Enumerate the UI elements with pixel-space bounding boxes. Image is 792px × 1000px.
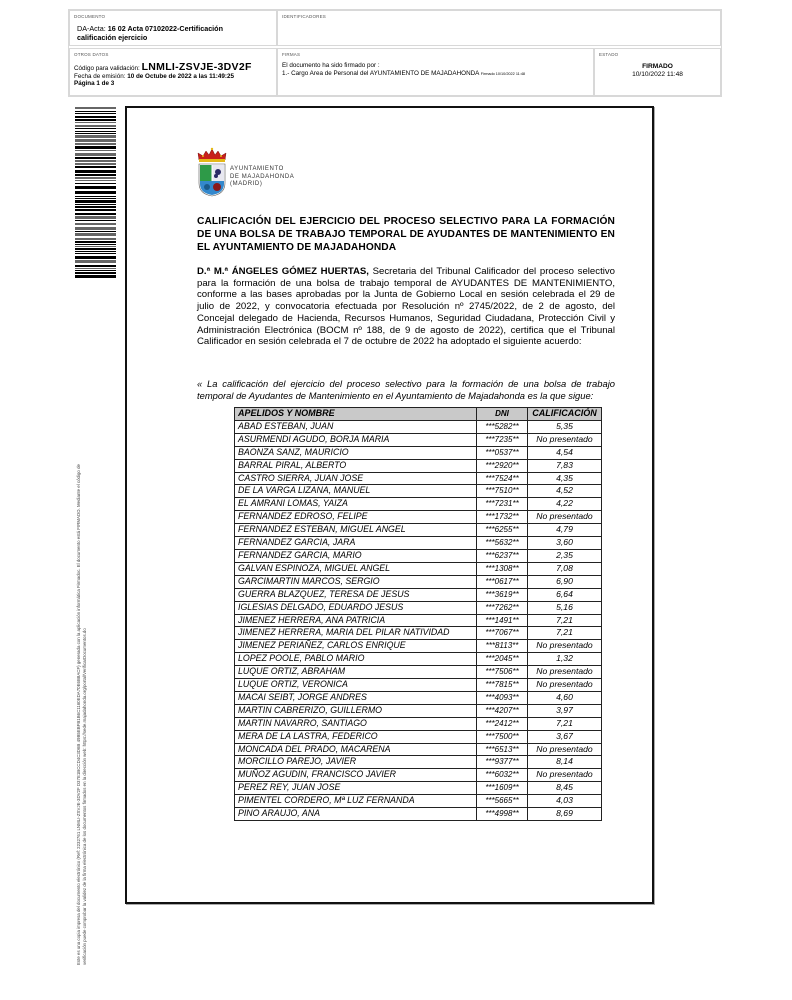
candidate-dni: ***4207** xyxy=(477,704,528,717)
candidate-score: 7,21 xyxy=(528,627,602,640)
candidate-score: 6,90 xyxy=(528,575,602,588)
barcode-bar xyxy=(75,180,116,181)
barcode-bar xyxy=(75,200,116,203)
identificadores-label: IDENTIFICADORES xyxy=(282,14,327,19)
table-row xyxy=(235,691,602,704)
barcode-bar xyxy=(75,107,116,109)
table-row xyxy=(235,511,602,524)
side-text-line2: verificación puede comprobar la validez de la firma electrónica de los documentos firmados en la dirección web: https://sede.majadahonda.org/portal/VerificarDocumentos.do xyxy=(81,628,87,965)
candidate-score: 4,54 xyxy=(528,446,602,459)
candidate-name: LUQUE ORTIZ, ABRAHAM xyxy=(235,666,477,679)
candidate-score: 3,67 xyxy=(528,730,602,743)
candidate-dni: ***7524** xyxy=(477,472,528,485)
documento-cell xyxy=(69,10,277,46)
table-row xyxy=(235,743,602,756)
barcode-bar xyxy=(75,265,116,267)
candidate-name: PINO ARAUJO, ANA xyxy=(235,808,477,821)
barcode-bar xyxy=(75,206,116,208)
barcode-bar xyxy=(75,150,116,151)
candidate-score: No presentado xyxy=(528,769,602,782)
barcode-bar xyxy=(75,166,116,168)
firmas-line1: El documento ha sido firmado por : xyxy=(282,62,380,69)
candidate-score: 4,60 xyxy=(528,691,602,704)
candidate-name: MORCILLO PAREJO, JAVIER xyxy=(235,756,477,769)
candidate-dni: ***0537** xyxy=(477,446,528,459)
side-text-line1: Este es una copia impresa del documento electrónico (Ref: 2232761 LNMLI-ZSVJE-3DV2F D37E1BCCD4C3D6B 49B5EBFB1B6C1160EDA70E6B8ACF) generada con la aplicación informática Firmadoc. El documento está FIRMADO. Mediante el código de xyxy=(76,464,81,965)
identificadores-cell xyxy=(277,10,721,46)
barcode-bar xyxy=(75,272,116,274)
barcode-bar xyxy=(75,111,116,112)
table-row xyxy=(235,485,602,498)
candidate-name: LUQUE ORTIZ, VERONICA xyxy=(235,679,477,692)
candidate-name: JIMENEZ HERRERA, ANA PATRICIA xyxy=(235,614,477,627)
candidate-name: IGLESIAS DELGADO, EDUARDO JESUS xyxy=(235,601,477,614)
candidate-score: 8,69 xyxy=(528,808,602,821)
candidate-dni: ***7235** xyxy=(477,433,528,446)
results-table xyxy=(234,407,602,821)
documento-label: DOCUMENTO xyxy=(74,14,106,19)
candidate-dni: ***7262** xyxy=(477,601,528,614)
signer-name: D.ª M.ª ÁNGELES GÓMEZ HUERTAS, xyxy=(197,266,369,277)
candidate-dni: ***8113** xyxy=(477,640,528,653)
coat-of-arms-logo-icon xyxy=(195,147,229,197)
barcode-bar xyxy=(75,125,116,127)
candidate-dni: ***7500** xyxy=(477,730,528,743)
table-row xyxy=(235,782,602,795)
candidate-name: GALVAN ESPINOZA, MIGUEL ANGEL xyxy=(235,562,477,575)
candidate-dni: ***6255** xyxy=(477,524,528,537)
table-row xyxy=(235,614,602,627)
barcode-bar xyxy=(75,213,116,215)
table-row xyxy=(235,524,602,537)
barcode-bar xyxy=(75,183,116,184)
candidate-score: 1,32 xyxy=(528,653,602,666)
candidate-score: No presentado xyxy=(528,433,602,446)
candidate-dni: ***4998** xyxy=(477,808,528,821)
barcode-bar xyxy=(75,170,116,173)
barcode xyxy=(75,107,116,279)
validation-code[interactable]: LNMLI-ZSVJE-3DV2F xyxy=(141,61,252,73)
candidate-name: ABAD ESTEBAN, JUAN xyxy=(235,420,477,433)
candidate-score: 2,35 xyxy=(528,549,602,562)
barcode-bar xyxy=(75,270,116,271)
barcode-bar xyxy=(75,268,116,269)
candidate-score: 7,08 xyxy=(528,562,602,575)
logo-line3: (MADRID) xyxy=(230,181,263,187)
candidate-dni: ***6237** xyxy=(477,549,528,562)
barcode-bar xyxy=(75,223,116,225)
table-row xyxy=(235,601,602,614)
table-row xyxy=(235,588,602,601)
document-title: CALIFICACIÓN DEL EJERCICIO DEL PROCESO SELECTIVO PARA LA FORMACIÓN DE UNA BOLSA DE TRABAJO TEMPORAL DE AYUDANTES DE MANTENIMIENTO EN EL AYUNTAMIENTO DE MAJADAHONDA xyxy=(197,216,615,253)
table-row xyxy=(235,498,602,511)
table-row xyxy=(235,627,602,640)
candidate-dni: ***0617** xyxy=(477,575,528,588)
barcode-bar xyxy=(75,209,116,211)
candidate-dni: ***6513** xyxy=(477,743,528,756)
firmas-label: FIRMAS xyxy=(282,52,301,57)
candidate-name: CASTRO SIERRA, JUAN JOSE xyxy=(235,472,477,485)
certification-paragraph xyxy=(197,266,615,348)
table-row xyxy=(235,795,602,808)
candidate-score: 4,79 xyxy=(528,524,602,537)
candidate-score: No presentado xyxy=(528,511,602,524)
estado-label: ESTADO xyxy=(599,52,619,57)
barcode-bar xyxy=(75,253,116,254)
candidate-name: EL AMRANI LOMAS, YAIZA xyxy=(235,498,477,511)
candidate-name: MONCADA DEL PRADO, MACARENA xyxy=(235,743,477,756)
candidate-dni: ***7510** xyxy=(477,485,528,498)
candidate-name: LOPEZ POOLE, PABLO MARIO xyxy=(235,653,477,666)
barcode-bar xyxy=(75,143,116,145)
documento-title-line1: 16 02 Acta 07102022-Certificación xyxy=(107,24,223,33)
candidate-score: 5,35 xyxy=(528,420,602,433)
candidate-name: MERA DE LA LASTRA, FEDERICO xyxy=(235,730,477,743)
candidate-dni: ***7506** xyxy=(477,666,528,679)
barcode-bar xyxy=(75,233,116,236)
candidate-name: BAONZA SANZ, MAURICIO xyxy=(235,446,477,459)
candidate-name: MARTIN NAVARRO, SANTIAGO xyxy=(235,717,477,730)
candidate-dni: ***7231** xyxy=(477,498,528,511)
fecha-label: Fecha de emisión: xyxy=(74,72,128,80)
barcode-bar xyxy=(75,163,116,165)
candidate-score: 6,64 xyxy=(528,588,602,601)
barcode-bar xyxy=(75,160,116,162)
candidate-score: 3,60 xyxy=(528,537,602,550)
firmas-line2: 1.- Cargo Area de Personal del AYUNTAMIENTO DE MAJADAHONDA xyxy=(282,69,480,77)
table-row xyxy=(235,433,602,446)
barcode-bar xyxy=(75,275,116,278)
candidate-name: ASURMENDI AGUDO, BORJA MARIA xyxy=(235,433,477,446)
table-row xyxy=(235,420,602,433)
barcode-bar xyxy=(75,220,116,221)
candidate-name: GUERRA BLAZQUEZ, TERESA DE JESUS xyxy=(235,588,477,601)
barcode-bar xyxy=(75,204,116,205)
table-row xyxy=(235,704,602,717)
candidate-dni: ***7815** xyxy=(477,679,528,692)
candidate-dni: ***5632** xyxy=(477,537,528,550)
candidate-name: PEREZ REY, JUAN JOSE xyxy=(235,782,477,795)
barcode-bar xyxy=(75,248,116,250)
otros-datos-text xyxy=(74,61,252,88)
table-row xyxy=(235,446,602,459)
verification-side-text xyxy=(76,295,87,965)
candidate-name: FERNANDEZ ESTEBAN, MIGUEL ANGEL xyxy=(235,524,477,537)
status-badge: FIRMADO xyxy=(642,63,673,70)
candidate-dni: ***1308** xyxy=(477,562,528,575)
candidate-score: 4,22 xyxy=(528,498,602,511)
barcode-bar xyxy=(75,174,116,176)
estado-text xyxy=(595,63,720,79)
candidate-score: 5,16 xyxy=(528,601,602,614)
logo-line2: DE MAJADAHONDA xyxy=(230,173,295,180)
documento-prefix: DA-Acta: xyxy=(77,24,108,33)
candidate-name: FERNANDEZ GARCIA, MARIO xyxy=(235,549,477,562)
candidate-score: 7,21 xyxy=(528,717,602,730)
candidate-dni: ***2412** xyxy=(477,717,528,730)
barcode-bar xyxy=(75,191,116,194)
table-row xyxy=(235,472,602,485)
candidate-name: MARTIN CABRERIZO, GUILLERMO xyxy=(235,704,477,717)
documento-title xyxy=(77,24,223,42)
barcode-bar xyxy=(75,122,116,123)
candidate-dni: ***4093** xyxy=(477,691,528,704)
candidate-name: BARRAL PIRAL, ALBERTO xyxy=(235,459,477,472)
candidate-dni: ***3619** xyxy=(477,588,528,601)
barcode-bar xyxy=(75,133,116,134)
firmas-cell xyxy=(277,48,594,96)
candidate-score: 8,14 xyxy=(528,756,602,769)
candidate-score: No presentado xyxy=(528,666,602,679)
table-row xyxy=(235,769,602,782)
barcode-bar xyxy=(75,216,116,219)
barcode-bar xyxy=(75,241,116,243)
candidate-dni: ***5282** xyxy=(477,420,528,433)
barcode-bar xyxy=(75,256,116,259)
candidate-dni: ***7067** xyxy=(477,627,528,640)
candidate-name: FERNANDEZ GARCIA, JARA xyxy=(235,537,477,550)
firmas-date-small: Firmado 10/10/2022 11:48 xyxy=(480,71,526,76)
otros-datos-cell xyxy=(69,48,277,96)
barcode-bar xyxy=(75,227,116,230)
candidate-dni: ***9377** xyxy=(477,756,528,769)
candidate-score: No presentado xyxy=(528,743,602,756)
barcode-bar xyxy=(75,251,116,252)
table-row xyxy=(235,679,602,692)
candidate-name: PIMENTEL CORDERO, Mª LUZ FERNANDA xyxy=(235,795,477,808)
barcode-bar xyxy=(75,131,116,132)
table-row xyxy=(235,653,602,666)
candidate-score: No presentado xyxy=(528,679,602,692)
barcode-bar xyxy=(75,113,116,114)
logo-line1: AYUNTAMIENTO xyxy=(230,166,284,172)
table-header-row xyxy=(235,408,602,421)
agreement-quote: « La calificación del ejercicio del proceso selectivo para la formación de una bolsa de trabajo temporal de Ayudantes de Mantenimiento en el Ayuntamiento de Majadahonda es la que sigue: xyxy=(197,378,615,401)
barcode-bar xyxy=(75,157,116,159)
barcode-bar xyxy=(75,177,116,179)
estado-date: 10/10/2022 11:48 xyxy=(632,71,683,78)
table-row xyxy=(235,756,602,769)
barcode-bar xyxy=(75,260,116,263)
candidate-dni: ***6032** xyxy=(477,769,528,782)
barcode-bar xyxy=(75,244,116,245)
table-row xyxy=(235,459,602,472)
candidate-dni: ***5665** xyxy=(477,795,528,808)
barcode-bar xyxy=(75,146,116,149)
candidate-score: 7,83 xyxy=(528,459,602,472)
candidate-score: No presentado xyxy=(528,640,602,653)
barcode-bar xyxy=(75,135,116,138)
fecha-value: 10 de Octube de 2022 a las 11:49:25 xyxy=(127,72,234,80)
estado-cell xyxy=(594,48,721,96)
barcode-bar xyxy=(75,198,116,199)
candidate-score: 4,35 xyxy=(528,472,602,485)
candidate-name: FERNANDEZ EDROSO, FELIPE xyxy=(235,511,477,524)
codigo-label: Código para validación: xyxy=(74,65,142,72)
candidate-name: GARCIMARTIN MARCOS, SERGIO xyxy=(235,575,477,588)
candidate-score: 4,03 xyxy=(528,795,602,808)
barcode-bar xyxy=(75,246,116,247)
candidate-score: 3,97 xyxy=(528,704,602,717)
barcode-bar xyxy=(75,116,116,118)
candidate-score: 7,21 xyxy=(528,614,602,627)
barcode-bar xyxy=(75,139,116,142)
barcode-bar xyxy=(75,128,116,129)
table-row xyxy=(235,808,602,821)
candidate-dni: ***1609** xyxy=(477,782,528,795)
firmas-text xyxy=(282,62,525,78)
barcode-bar xyxy=(75,231,116,232)
document-info-box xyxy=(68,9,722,97)
candidate-dni: ***1732** xyxy=(477,511,528,524)
table-row xyxy=(235,549,602,562)
candidate-name: JIMENEZ HERRERA, MARIA DEL PILAR NATIVIDAD xyxy=(235,627,477,640)
candidate-score: 8,45 xyxy=(528,782,602,795)
table-row xyxy=(235,730,602,743)
barcode-bar xyxy=(75,153,116,156)
certification-body: Secretaria del Tribunal Calificador del proceso selectivo para la formación de una bolsa de trabajo temporal de AYUDANTES DE MANTENIMIENTO, conforme a las bases aprobadas por la Junta de Gobierno Local en sesión celebrada el 29 de julio de 2022, y convocatoria efectuada por Resolución nº 2745/2022, de 2 de agosto, del Concejal delegado de Hacienda, Recursos Humanos, Seguridad Ciudadana, Protección Civil y Administración Electrónica (BOCM nº 188, de 9 de agosto de 2022), certifica que el Tribunal Calificador en sesión celebrada el 7 de octubre de 2022 ha adoptado el siguiente acuerdo: xyxy=(197,266,615,348)
table-row xyxy=(235,562,602,575)
candidate-score: 4,52 xyxy=(528,485,602,498)
candidate-dni: ***2045** xyxy=(477,653,528,666)
barcode-bar xyxy=(75,186,116,189)
candidate-name: MACAI SEIBT, JORGE ANDRES xyxy=(235,691,477,704)
candidate-dni: ***2920** xyxy=(477,459,528,472)
documento-title-line2: calificación ejercicio xyxy=(77,33,148,42)
barcode-bar xyxy=(75,238,116,240)
header-dni: DNI xyxy=(477,408,528,421)
logo-text xyxy=(230,166,294,189)
header-name: APELIDOS Y NOMBRE xyxy=(235,408,477,421)
page-indicator: Página 1 de 3 xyxy=(74,80,115,88)
candidate-name: MUÑOZ AGUDIN, FRANCISCO JAVIER xyxy=(235,769,477,782)
candidate-name: DE LA VARGA LIZANA, MANUEL xyxy=(235,485,477,498)
table-row xyxy=(235,640,602,653)
candidate-name: JIMENEZ PERIAÑEZ, CARLOS ENRIQUE xyxy=(235,640,477,653)
table-row xyxy=(235,717,602,730)
barcode-bar xyxy=(75,119,116,121)
table-row xyxy=(235,575,602,588)
header-calificacion: CALIFICACIÓN xyxy=(528,408,602,421)
candidate-dni: ***1491** xyxy=(477,614,528,627)
table-row xyxy=(235,537,602,550)
otros-datos-label: OTROS DATOS xyxy=(74,52,109,57)
barcode-bar xyxy=(75,196,116,197)
table-row xyxy=(235,666,602,679)
